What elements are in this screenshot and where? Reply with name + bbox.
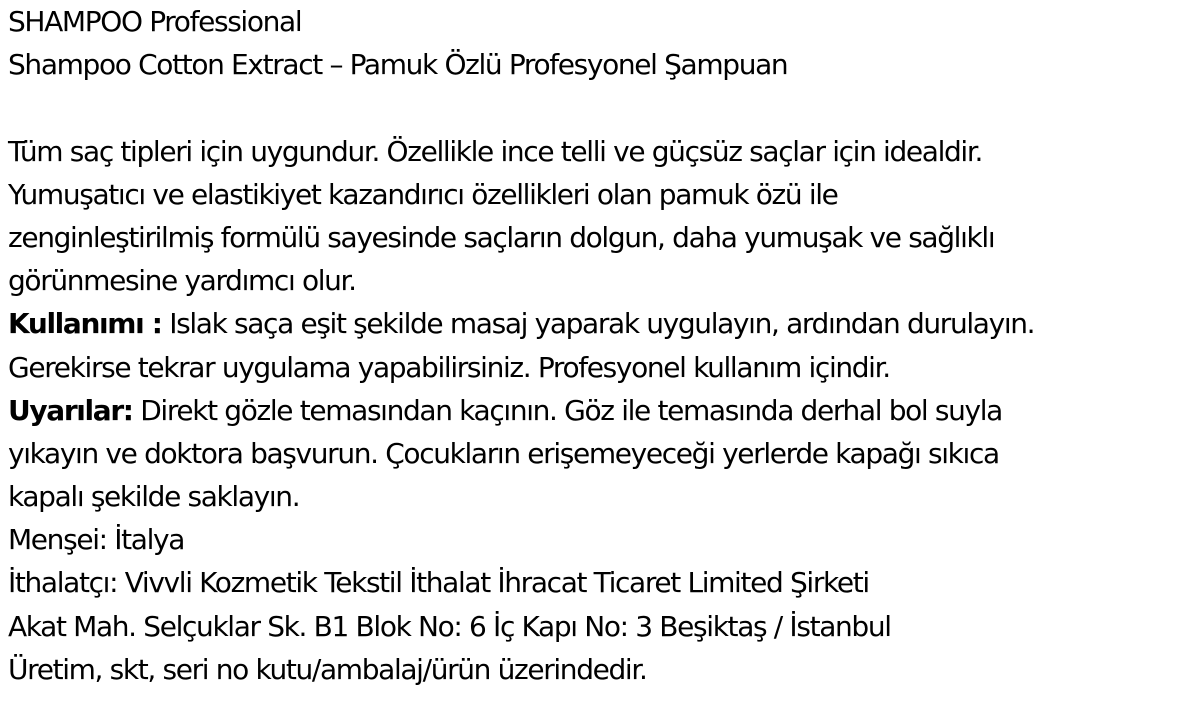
description-line: zenginleştirilmiş formülü sayesinde saçların dolgun, daha yumuşak ve sağlıklı [8,220,995,254]
usage-text: Islak saça eşit şekilde masaj yaparak uygulayın, ardından durulayın. [161,307,1035,341]
product-subtitle: Shampoo Cotton Extract – Pamuk Özlü Profesyonel Şampuan [8,48,788,82]
production-note-line: Üretim, skt, seri no kutu/ambalaj/ürün üzerindedir. [8,652,647,686]
product-label-document [8,0,1193,691]
usage-line [8,302,1193,345]
product-title: SHAMPOO Professional [8,5,302,38]
warnings-text-continued: yıkayın ve doktora başvurun. Çocukların erişemeyeceği yerlerde kapağı sıkıca [8,436,999,470]
description-line: görünmesine yardımcı olur. [8,264,356,298]
warnings-line [8,389,1193,432]
usage-label: Kullanımı : [8,307,162,341]
blank-spacer [8,86,1193,129]
warnings-text: Direkt gözle temasından kaçının. Göz ile temasında derhal bol suyla [132,393,1002,427]
importer-line: İthalatçı: Vivvli Kozmetik Tekstil İthalat İhracat Ticaret Limited Şirketi [8,566,869,600]
description-line: Tüm saç tipleri için uygundur. Özellikle ince telli ve güçsüz saçlar için idealdir. [8,134,983,168]
warnings-label: Uyarılar: [8,393,133,427]
warnings-text-continued: kapalı şekilde saklayın. [8,480,300,514]
description-line: Yumuşatıcı ve elastikiyet kazandırıcı özellikleri olan pamuk özü ile [8,177,838,211]
origin-line: Menşei: İtalya [8,523,185,557]
address-line: Akat Mah. Selçuklar Sk. B1 Blok No: 6 İç Kapı No: 3 Beşiktaş / İstanbul [8,609,891,643]
usage-text-continued: Gerekirse tekrar uygulama yapabilirsiniz. Profesyonel kullanım içindir. [8,350,890,384]
